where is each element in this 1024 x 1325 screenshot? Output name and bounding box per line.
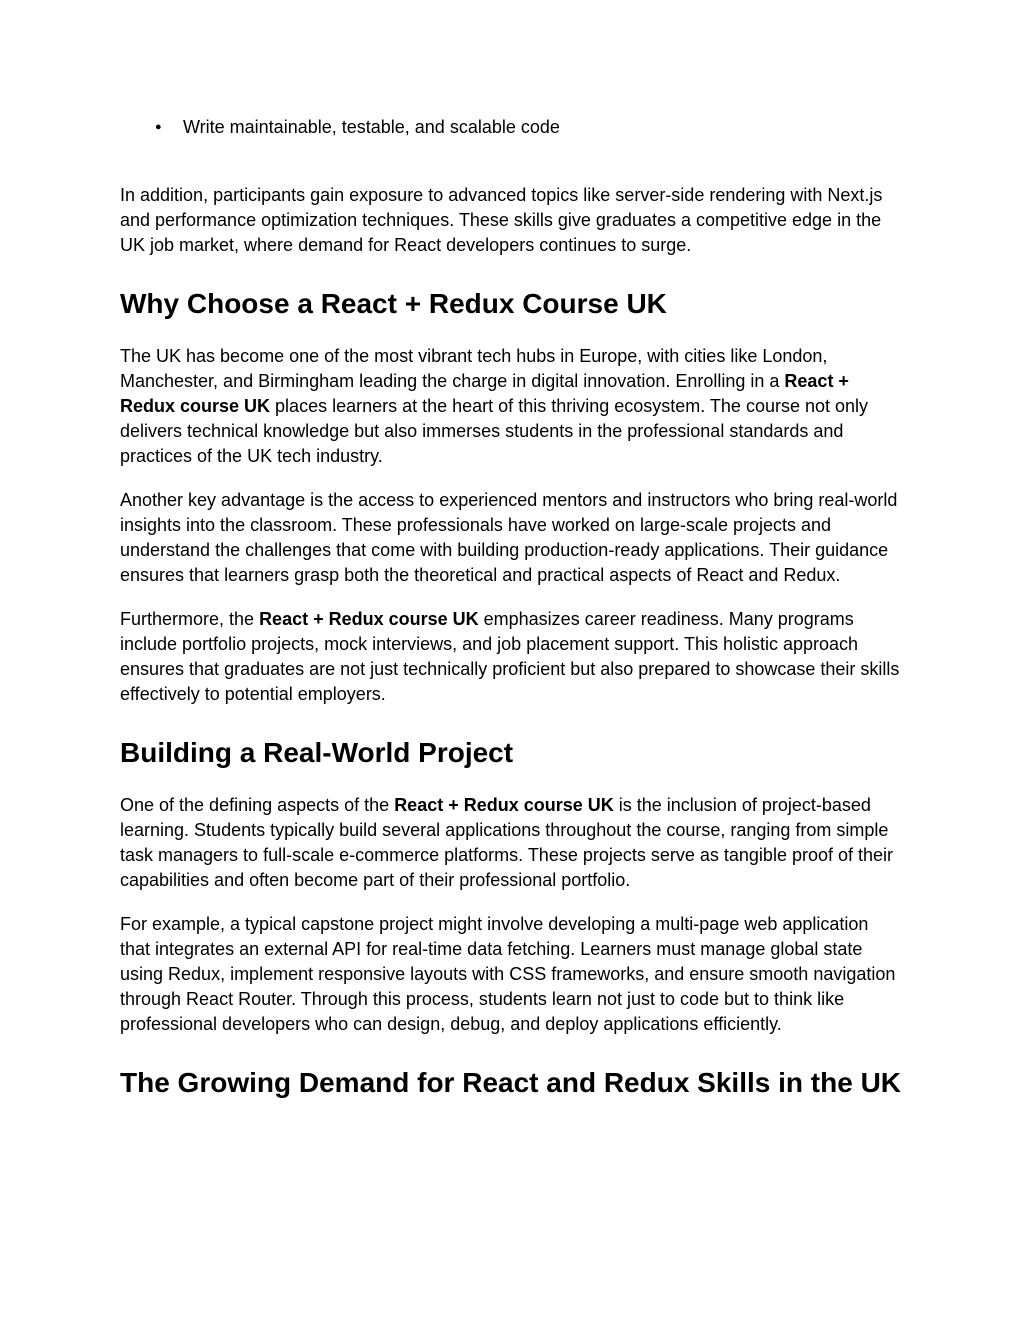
paragraph [120, 344, 901, 469]
paragraph-text: Furthermore, the [120, 609, 260, 629]
paragraph-text: For example, a typical capstone project might involve developing a multi-page web application that integrates an external API for real-time data fetching. Learners must manage global state using Redux, implement responsive layouts with CSS frameworks, and ensure smooth navigation through React Router. Through this process, students learn not just to code but to think like professional developers who can design, debug, and deploy applications efficiently. [120, 914, 896, 1034]
paragraph-text: One of the defining aspects of the [120, 795, 395, 815]
heading-growing-demand: The Growing Demand for React and Redux Skills in the UK [120, 1067, 902, 1098]
bold-keyword: React + Redux course UK [259, 609, 479, 629]
paragraph-text: emphasizes career readiness. Many programs include portfolio projects, mock interviews, and job placement support. This holistic approach ensures that graduates are not just technically proficient but also prepared to showcase their skills effectively to potential employers. [120, 609, 900, 704]
paragraph [120, 607, 901, 707]
paragraph-text: Another key advantage is the access to experienced mentors and instructors who bring real-world insights into the classroom. These professionals have worked on large-scale projects and understand the challenges that come with building production-ready applications. Their guidance ensures that learners grasp both the theoretical and practical aspects of React and Redux. [120, 490, 898, 585]
heading-why-choose: Why Choose a React + Redux Course UK [120, 288, 667, 319]
paragraph [120, 793, 901, 893]
paragraph-intro [120, 183, 901, 258]
paragraph [120, 488, 901, 588]
paragraph-text: places learners at the heart of this thriving ecosystem. The course not only delivers technical knowledge but also immerses students in the professional standards and practices of the UK tech industry. [120, 396, 869, 466]
bullet-icon: ● [155, 121, 162, 133]
paragraph-text: In addition, participants gain exposure to advanced topics like server-side rendering with Next.js and performance optimization techniques. These skills give graduates a competitive edge in the UK job market, where demand for React developers continues to surge. [120, 185, 883, 255]
list-item [155, 115, 901, 140]
paragraph-text: is the inclusion of project-based learning. Students typically build several applications throughout the course, ranging from simple task managers to full-scale e-commerce platforms. These projects serve as tangible proof of their capabilities and often become part of their professional portfolio. [120, 795, 894, 890]
bold-keyword: React + Redux course UK [394, 795, 614, 815]
list-item-label: Write maintainable, testable, and scalable code [183, 117, 560, 137]
bullet-list [120, 115, 901, 140]
bold-keyword: React + Redux course UK [120, 371, 849, 416]
heading-building-project: Building a Real-World Project [120, 737, 514, 768]
paragraph [120, 912, 901, 1037]
paragraph-text: The UK has become one of the most vibrant tech hubs in Europe, with cities like London, Manchester, and Birmingham leading the charge in digital innovation. Enrolling in a [120, 346, 828, 391]
